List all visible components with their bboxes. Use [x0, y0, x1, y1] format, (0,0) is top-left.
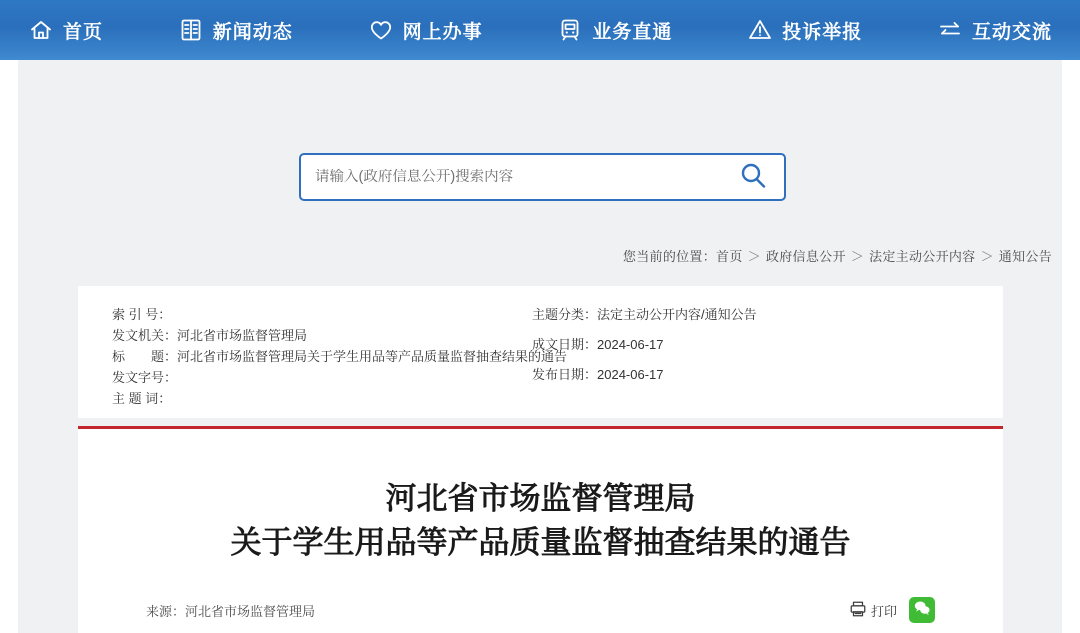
- meta-key-keywords: 主 题 词：: [112, 391, 172, 406]
- exchange-icon: [937, 17, 963, 43]
- nav-label-business-direct: 业务直通: [592, 21, 673, 43]
- warning-icon: [747, 17, 773, 43]
- meta-value-publish-date: 2024-06-17: [597, 367, 664, 382]
- print-button[interactable]: [849, 600, 897, 621]
- home-icon: [28, 17, 54, 43]
- meta-row-index-number: [112, 304, 532, 325]
- breadcrumb-item-0[interactable]: 首页: [716, 249, 743, 264]
- nav-label-news: 新闻动态: [212, 21, 293, 43]
- search-icon: [736, 159, 770, 196]
- nav-label-home: 首页: [63, 21, 104, 43]
- meta-row-issuing-agency: [112, 325, 532, 346]
- breadcrumb-item-2[interactable]: 法定主动公开内容: [869, 249, 976, 264]
- top-navigation: [0, 0, 1080, 60]
- article-actions: [849, 597, 935, 623]
- breadcrumb-separator-2: ＞: [980, 249, 994, 264]
- meta-row-keywords: [112, 388, 532, 409]
- meta-value-written-date: 2024-06-17: [597, 337, 664, 352]
- search-box[interactable]: [299, 153, 786, 201]
- nav-label-online-service: 网上办事: [402, 21, 483, 43]
- breadcrumb-item-3[interactable]: 通知公告: [998, 249, 1052, 264]
- nav-item-news[interactable]: [178, 17, 293, 44]
- search-input[interactable]: [301, 169, 722, 185]
- meta-key-publish-date: 发布日期：: [532, 367, 598, 382]
- nav-label-interaction: 互动交流: [971, 21, 1052, 43]
- meta-key-issuing-agency: 发文机关：: [112, 328, 178, 343]
- meta-row-category: [532, 304, 969, 325]
- meta-key-written-date: 成文日期：: [532, 337, 598, 352]
- meta-row-document-number: [112, 367, 532, 388]
- nav-item-business-direct[interactable]: [557, 17, 672, 44]
- nav-item-home[interactable]: [28, 17, 103, 44]
- breadcrumb-prefix: 您当前的位置：: [622, 249, 717, 264]
- meta-key-document-number: 发文字号：: [112, 370, 178, 385]
- printer-icon: [849, 600, 867, 621]
- meta-value-title: 河北省市场监督管理局关于学生用品等产品质量监督抽查结果的通告: [177, 349, 568, 364]
- nav-item-interaction[interactable]: [937, 17, 1052, 44]
- document-meta-card: [78, 286, 1003, 418]
- article-source: 来源：河北省市场监督管理局: [146, 603, 316, 619]
- meta-row-title: [112, 346, 568, 367]
- breadcrumb-separator-1: ＞: [850, 249, 865, 264]
- wechat-share-button[interactable]: [909, 597, 935, 623]
- article-title-line1: 河北省市场监督管理局: [385, 481, 696, 516]
- meta-key-title: 标 题：: [112, 349, 178, 364]
- breadcrumb-separator-0: ＞: [747, 249, 761, 264]
- meta-value-issuing-agency: 河北省市场监督管理局: [177, 328, 308, 343]
- meta-row-written-date: [532, 334, 969, 355]
- train-icon: [557, 17, 583, 43]
- meta-column-right: [532, 304, 969, 409]
- article-card: [78, 426, 1003, 633]
- meta-grid: [112, 304, 969, 409]
- breadcrumb-item-1[interactable]: 政府信息公开: [765, 249, 846, 264]
- breadcrumb: [623, 246, 1052, 265]
- nav-item-online-service[interactable]: [368, 17, 483, 44]
- nav-item-complaint[interactable]: [747, 17, 862, 44]
- article-title: [78, 429, 1003, 565]
- article-footer: [78, 597, 1003, 623]
- heart-icon: [368, 17, 394, 43]
- meta-key-category: 主题分类：: [532, 307, 598, 322]
- news-icon: [178, 17, 204, 43]
- search-button[interactable]: [722, 155, 784, 199]
- meta-value-category: 法定主动公开内容/通知公告: [597, 307, 757, 322]
- meta-key-index-number: 索 引 号：: [112, 307, 172, 322]
- wechat-icon: [913, 599, 931, 622]
- meta-row-publish-date: [532, 364, 969, 385]
- nav-label-complaint: 投诉举报: [782, 21, 863, 43]
- article-title-line2: 关于学生用品等产品质量监督抽查结果的通告: [230, 525, 851, 560]
- print-label: 打印: [870, 603, 897, 619]
